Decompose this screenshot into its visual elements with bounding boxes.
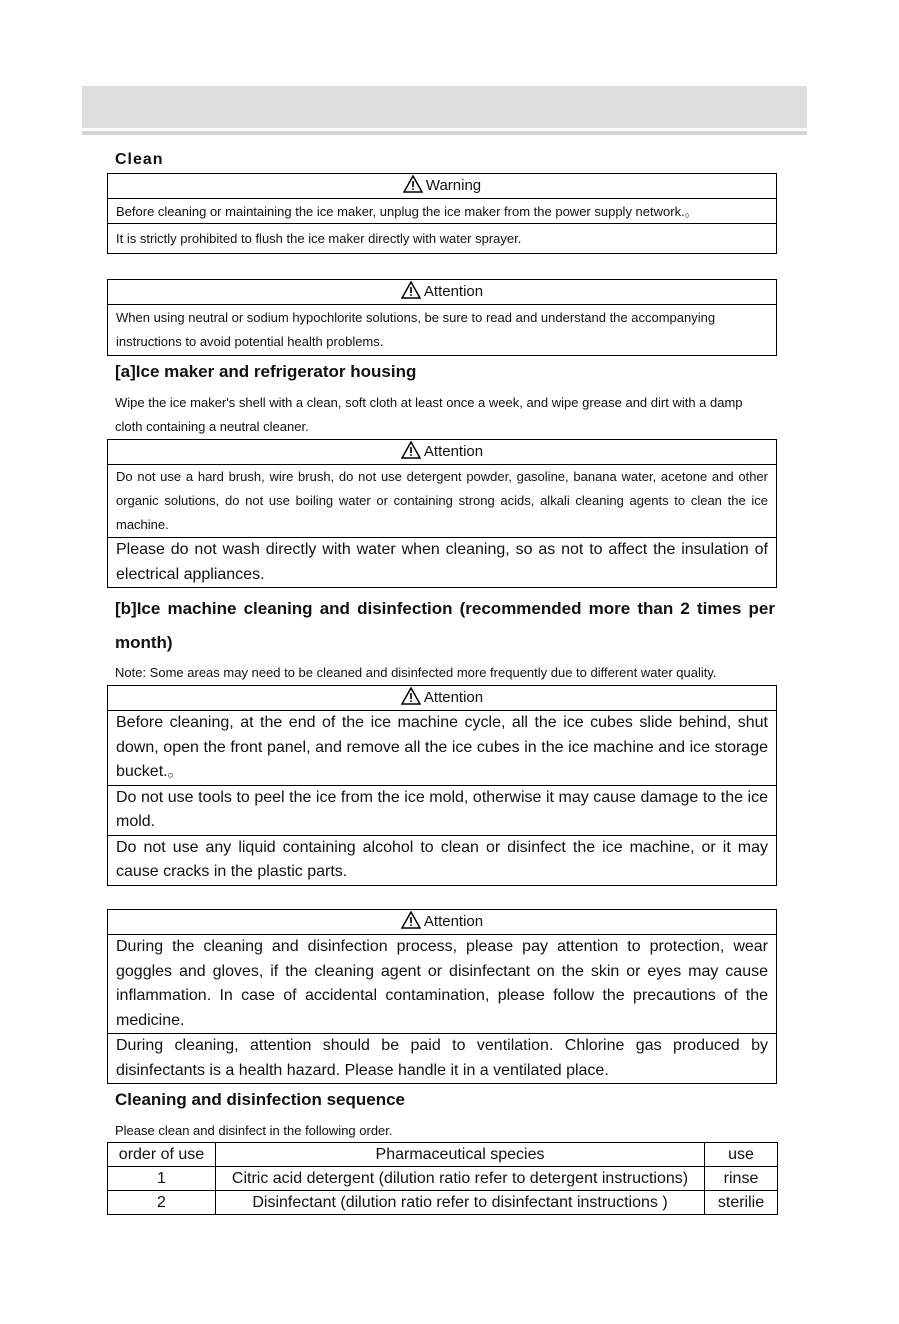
- table-cell: rinse: [705, 1167, 778, 1191]
- warning-triangle-icon: [401, 441, 421, 459]
- attention-row: During cleaning, attention should be paid to ventilation. Chlorine gas produced by disinfectants is a health hazard. Please handle it in a ventilated place.: [108, 1033, 776, 1083]
- warning-row: Before cleaning or maintaining the ice maker, unplug the ice maker from the power supply network.。: [108, 198, 776, 223]
- sequence-title: Cleaning and disinfection sequence: [115, 1090, 405, 1109]
- warning-heading-text: Warning: [425, 177, 482, 194]
- attention-heading: [108, 280, 776, 304]
- attention-row: When using neutral or sodium hypochlorite solutions, be sure to read and understand the accompanying instructions to avoid potential health problems.: [108, 304, 776, 355]
- section-b-title: [b]Ice machine cleaning and disinfection (recommended more than 2 times per month): [115, 599, 775, 652]
- header-divider: [82, 131, 807, 135]
- attention-box: [107, 279, 777, 356]
- sequence-table: [107, 1142, 778, 1215]
- attention-heading-text: Attention: [423, 443, 484, 460]
- attention-box: [107, 909, 777, 1084]
- clean-title: Clean: [115, 151, 164, 168]
- section-a-title: [a]Ice maker and refrigerator housing: [115, 362, 417, 381]
- warning-triangle-icon: [401, 281, 421, 299]
- table-row: [108, 1191, 778, 1215]
- table-header-row: [108, 1143, 778, 1167]
- section-a-text: Wipe the ice maker's shell with a clean, soft cloth at least once a week, and wipe grease and dirt with a damp cloth containing a neutral cleaner.: [115, 395, 743, 434]
- table-header-cell: use: [705, 1143, 778, 1167]
- attention-heading: [108, 686, 776, 710]
- table-header-cell: Pharmaceutical species: [216, 1143, 705, 1167]
- warning-heading: [108, 174, 776, 198]
- attention-heading-text: Attention: [423, 689, 484, 706]
- table-header-cell: order of use: [108, 1143, 216, 1167]
- attention-row: Do not use any liquid containing alcohol to clean or disinfect the ice machine, or it may cause cracks in the plastic parts.: [108, 835, 776, 885]
- attention-box: [107, 685, 777, 886]
- attention-row: During the cleaning and disinfection process, please pay attention to protection, wear goggles and gloves, if the cleaning agent or disinfectant on the skin or eyes may cause inflammation. In case of accidental contamination, please follow the precautions of the medicine.: [108, 934, 776, 1033]
- attention-box: [107, 439, 777, 588]
- sequence-intro: Please clean and disinfect in the following order.: [115, 1123, 393, 1138]
- table-cell: sterilie: [705, 1191, 778, 1215]
- attention-row: Do not use tools to peel the ice from the ice mold, otherwise it may cause damage to the ice mold.: [108, 785, 776, 835]
- section-b-note: Note: Some areas may need to be cleaned and disinfected more frequently due to different water quality.: [115, 665, 717, 680]
- attention-heading: [108, 440, 776, 464]
- attention-heading-text: Attention: [423, 913, 484, 930]
- attention-heading-text: Attention: [423, 283, 484, 300]
- table-cell: Citric acid detergent (dilution ratio refer to detergent instructions): [216, 1167, 705, 1191]
- warning-row: It is strictly prohibited to flush the ice maker directly with water sprayer.: [108, 223, 776, 253]
- warning-triangle-icon: [403, 175, 423, 193]
- warning-triangle-icon: [401, 911, 421, 929]
- table-row: [108, 1167, 778, 1191]
- attention-row: Before cleaning, at the end of the ice machine cycle, all the ice cubes slide behind, shut down, open the front panel, and remove all the ice cubes in the ice machine and ice storage bucket.。: [108, 710, 776, 785]
- attention-row: Please do not wash directly with water when cleaning, so as not to affect the insulation of electrical appliances.: [108, 537, 776, 587]
- attention-row: Do not use a hard brush, wire brush, do not use detergent powder, gasoline, banana water, acetone and other organic solutions, do not use boiling water or containing strong acids, alkali cleaning agents to clean the ice machine.: [108, 464, 776, 537]
- warning-triangle-icon: [401, 687, 421, 705]
- table-cell: Disinfectant (dilution ratio refer to disinfectant instructions ): [216, 1191, 705, 1215]
- warning-box: [107, 173, 777, 254]
- table-cell: 2: [108, 1191, 216, 1215]
- attention-heading: [108, 910, 776, 934]
- table-cell: 1: [108, 1167, 216, 1191]
- header-bar: [82, 86, 807, 128]
